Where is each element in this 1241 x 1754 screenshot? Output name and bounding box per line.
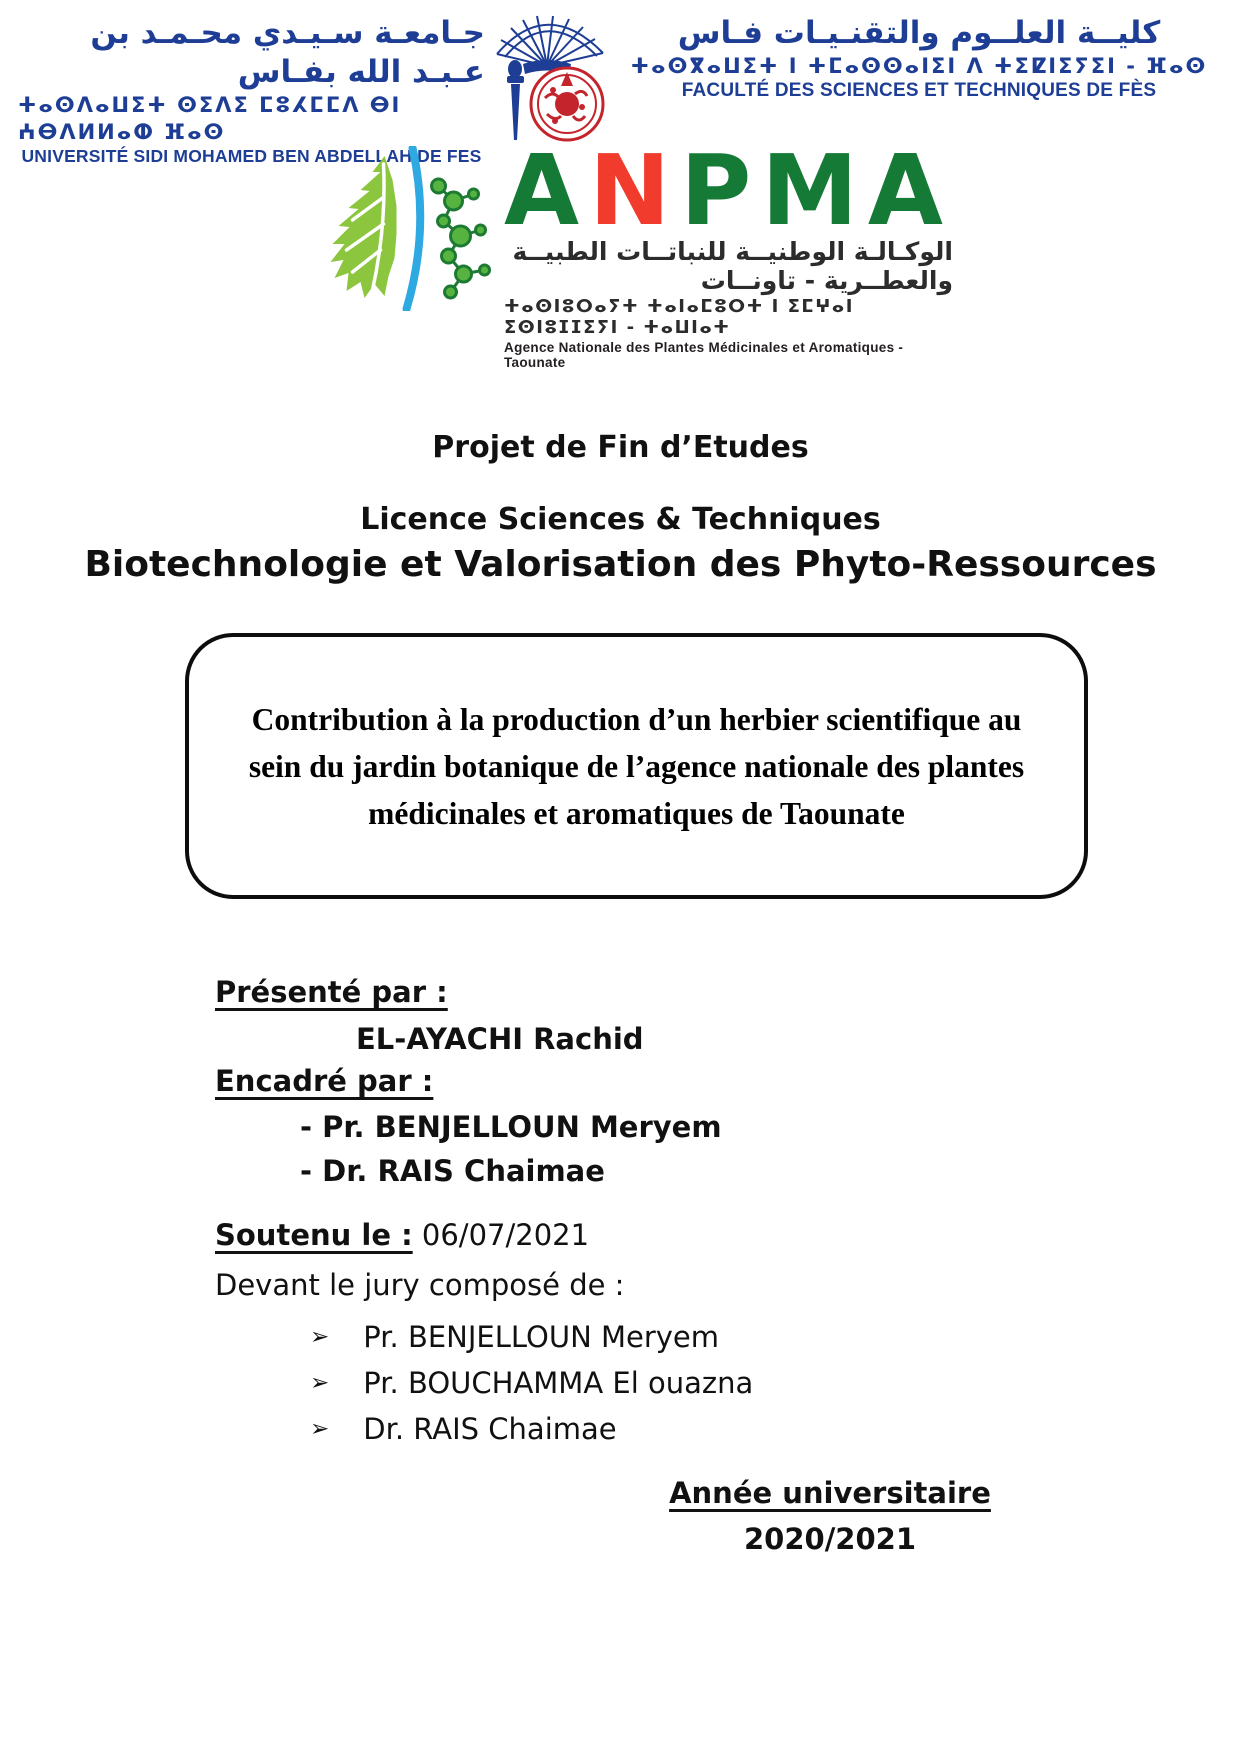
jury-member-1-name: Pr. BENJELLOUN Meryem bbox=[363, 1320, 720, 1354]
thesis-title-line-1: Contribution à la production d’un herbier scientifique au bbox=[251, 701, 1022, 737]
anpma-leaf-molecule-icon bbox=[288, 146, 500, 311]
anpma-name-french: Agence Nationale des Plantes Médicinales et Aromatiques - Taounate bbox=[504, 340, 904, 371]
anpma-acronym bbox=[504, 134, 953, 247]
supervised-by-label-text: Encadré par : bbox=[215, 1064, 434, 1098]
defense-date-line bbox=[215, 1218, 589, 1252]
university-name-french: UNIVERSITÉ SIDI MOHAMED BEN ABDELLAH DE FES bbox=[21, 146, 482, 167]
faculty-name-arabic: كليــة العلــوم والتقنـيـات فـاس bbox=[677, 15, 1161, 51]
university-name-tifinagh: ⵜⴰⵙⴷⴰⵡⵉⵜ ⵙⵉⴷⵉ ⵎⵓⵃⵎⵎⴷ ⴱⵏ ⵄⴱⴷⵍⵍⴰⵀ ⴼⴰⵙ bbox=[18, 92, 402, 144]
jury-member-2 bbox=[310, 1366, 753, 1400]
university-block bbox=[18, 14, 485, 167]
author-name: EL-AYACHI Rachid bbox=[356, 1022, 644, 1056]
presented-by-label-text: Présenté par : bbox=[215, 975, 448, 1009]
university-name-arabic: جـامعـة سـيـدي محـمـد بن عـبـد الله بفـاس bbox=[90, 15, 485, 90]
academic-year-value: 2020/2021 bbox=[743, 1522, 917, 1556]
project-type-title: Projet de Fin d’Etudes bbox=[432, 430, 809, 465]
arrow-bullet-icon: ➢ bbox=[310, 1416, 330, 1442]
faculty-name-french: FACULTÉ DES SCIENCES ET TECHNIQUES DE FÈS bbox=[681, 80, 1157, 102]
anpma-logo bbox=[288, 134, 953, 371]
anpma-name-arabic: الوكـالـة الوطنيــة للنباتــات الطبيــة والعطــرية - تاونــات bbox=[512, 237, 953, 296]
arrow-bullet-icon: ➢ bbox=[310, 1370, 330, 1396]
anpma-text-block bbox=[504, 134, 953, 371]
jury-member-3 bbox=[310, 1412, 617, 1446]
defense-date-label: Soutenu le : bbox=[215, 1218, 413, 1252]
anpma-letter-n: N bbox=[589, 134, 681, 247]
faculty-name-tifinagh: ⵜⴰⵙⴳⴰⵡⵉⵜ ⵏ ⵜⵎⴰⵙⵙⴰⵏⵉⵏ ⴷ ⵜⵉⵇⵏⵉⵢⵉⵏ - ⴼⴰⵙ bbox=[630, 53, 1208, 78]
jury-member-1 bbox=[310, 1320, 719, 1354]
supervisor-1: - Pr. BENJELLOUN Meryem bbox=[300, 1110, 722, 1144]
university-emblem-icon bbox=[485, 14, 611, 142]
faculty-block bbox=[611, 14, 1227, 102]
academic-year-label bbox=[640, 1476, 1020, 1510]
degree-title: Licence Sciences & Techniques bbox=[360, 502, 881, 537]
anpma-letter-a1: A bbox=[504, 134, 590, 247]
defense-date-value: 06/07/2021 bbox=[412, 1218, 590, 1252]
anpma-letters-pma: PMA bbox=[680, 134, 953, 247]
jury-member-2-name: Pr. BOUCHAMMA El ouazna bbox=[363, 1366, 754, 1400]
academic-year-label-text: Année universitaire bbox=[669, 1476, 991, 1510]
supervised-by-label bbox=[215, 1064, 433, 1098]
program-title: Biotechnologie et Valorisation des Phyto-Ressources bbox=[84, 544, 1157, 585]
thesis-title-box bbox=[185, 633, 1088, 899]
presented-by-label bbox=[215, 975, 448, 1009]
jury-label: Devant le jury composé de : bbox=[215, 1268, 625, 1302]
thesis-title-line-3: médicinales et aromatiques de Taounate bbox=[368, 795, 905, 831]
jury-member-3-name: Dr. RAIS Chaimae bbox=[363, 1412, 617, 1446]
arrow-bullet-icon: ➢ bbox=[310, 1324, 330, 1350]
supervisor-2: - Dr. RAIS Chaimae bbox=[300, 1154, 605, 1188]
thesis-title-line-2: sein du jardin botanique de l’agence nationale des plantes bbox=[248, 748, 1025, 784]
anpma-name-tifinagh: ⵜⴰⵙⵏⵓⵔⴰⵢⵜ ⵜⴰⵏⴰⵎⵓⵔⵜ ⵏ ⵉⵎⵖⴰⵏ ⵉⵙⵏⵓⵊⵊⵉⵢⵏ - ⵜⴰⵡⵏⴰⵜ bbox=[504, 296, 854, 339]
